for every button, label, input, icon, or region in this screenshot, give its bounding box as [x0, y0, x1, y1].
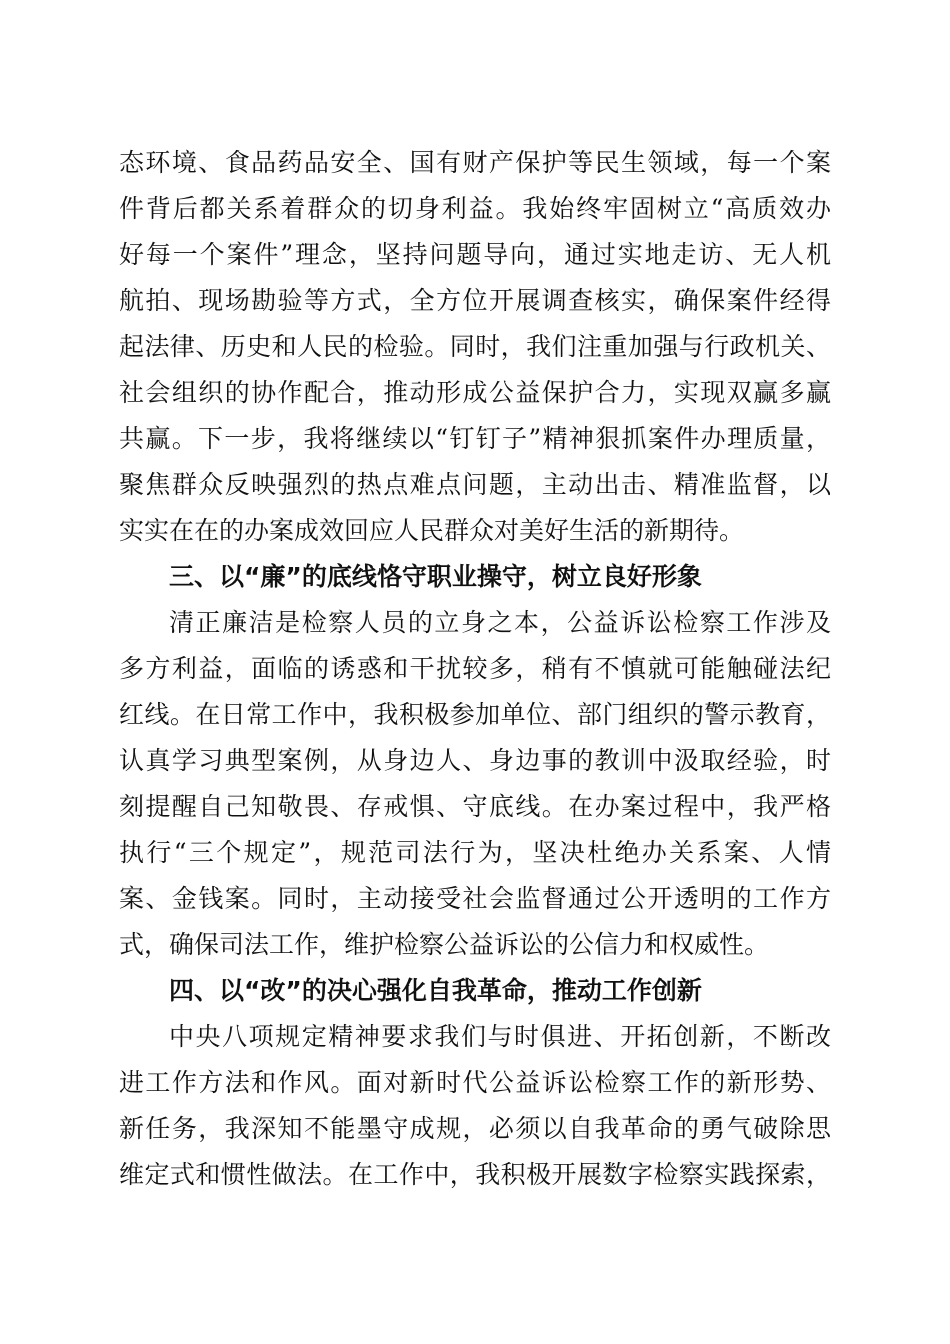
paragraph-1-line-2: 件背后都关系着群众的切身利益。我始终牢固树立“高质效办: [119, 194, 831, 223]
paragraph-3-line-3: 新任务，我深知不能墨守成规，必须以自我革命的勇气破除思: [119, 1114, 831, 1143]
paragraph-1-line-7: 共赢。下一步，我将继续以“钉钉子”精神狠抓案件办理质量，: [119, 424, 831, 453]
paragraph-1-line-9: 实实在在的办案成效回应人民群众对美好生活的新期待。: [119, 516, 745, 545]
paragraph-2-line-4: 认真学习典型案例，从身边人、身边事的教训中汲取经验，时: [119, 746, 831, 775]
paragraph-1-line-3: 好每一个案件”理念，坚持问题导向，通过实地走访、无人机: [119, 240, 831, 269]
paragraph-1-line-6: 社会组织的协作配合，推动形成公益保护合力，实现双赢多赢: [119, 378, 831, 407]
paragraph-2-line-1: 清正廉洁是检察人员的立身之本，公益诉讼检察工作涉及: [169, 608, 831, 637]
paragraph-3-line-1: 中央八项规定精神要求我们与时俱进、开拓创新，不断改: [169, 1022, 831, 1051]
paragraph-3-line-4: 维定式和惯性做法。在工作中，我积极开展数字检察实践探索，: [119, 1160, 831, 1189]
paragraph-2-line-3: 红线。在日常工作中，我积极参加单位、部门组织的警示教育，: [119, 700, 831, 729]
paragraph-2-line-6: 执行“三个规定”，规范司法行为，坚决杜绝办关系案、人情: [119, 838, 831, 867]
paragraph-1-line-1: 态环境、食品药品安全、国有财产保护等民生领域，每一个案: [119, 148, 831, 177]
paragraph-3-line-2: 进工作方法和作风。面对新时代公益诉讼检察工作的新形势、: [119, 1068, 831, 1097]
paragraph-2-line-8: 式，确保司法工作，维护检察公益诉讼的公信力和权威性。: [119, 930, 770, 959]
paragraph-1-line-5: 起法律、历史和人民的检验。同时，我们注重加强与行政机关、: [119, 332, 831, 361]
section-heading-4: 四、以“改”的决心强化自我革命，推动工作创新: [169, 976, 702, 1005]
section-heading-3: 三、以“廉”的底线恪守职业操守，树立良好形象: [169, 562, 702, 591]
paragraph-1-line-8: 聚焦群众反映强烈的热点难点问题，主动出击、精准监督，以: [119, 470, 831, 499]
paragraph-2-line-5: 刻提醒自己知敬畏、存戒惧、守底线。在办案过程中，我严格: [119, 792, 831, 821]
paragraph-2-line-2: 多方利益，面临的诱惑和干扰较多，稍有不慎就可能触碰法纪: [119, 654, 831, 683]
paragraph-2-line-7: 案、金钱案。同时，主动接受社会监督通过公开透明的工作方: [119, 884, 831, 913]
paragraph-1-line-4: 航拍、现场勘验等方式，全方位开展调查核实，确保案件经得: [119, 286, 831, 315]
